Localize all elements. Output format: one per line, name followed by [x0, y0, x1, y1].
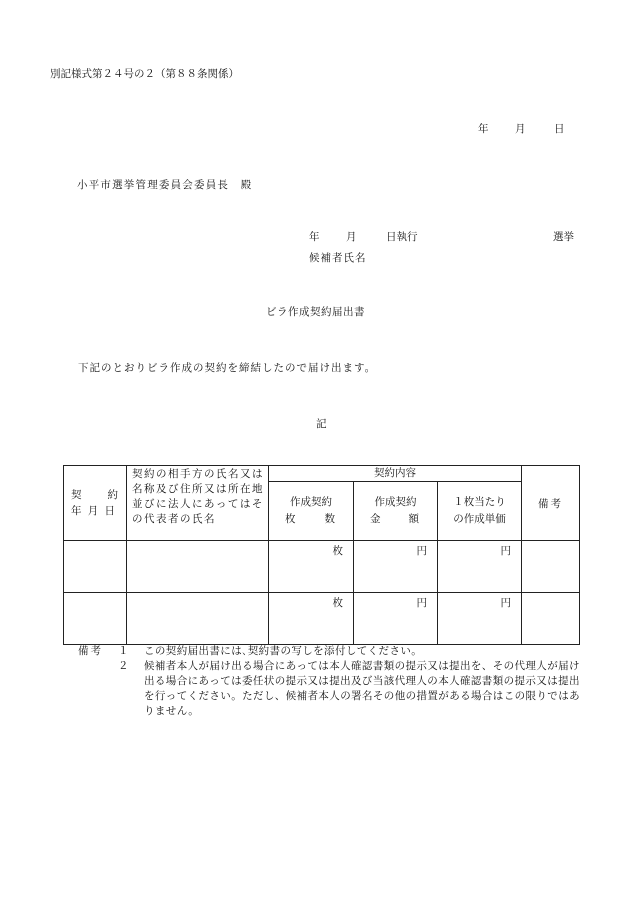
- count-header-suu: 数: [324, 513, 335, 525]
- row1-count-cell[interactable]: [269, 541, 354, 593]
- addressee: 小平市選挙管理委員会委員長 殿: [77, 179, 253, 191]
- notes-label: 備考: [78, 645, 103, 657]
- form-id: 別記様式第２４号の２（第８８条関係）: [50, 68, 239, 80]
- amount-header-gaku: 額: [408, 513, 419, 525]
- row2-amount-cell[interactable]: [354, 593, 438, 645]
- amount-header: [354, 482, 438, 541]
- row1-remarks-cell[interactable]: [522, 541, 580, 593]
- date-day-label: 日: [554, 123, 565, 135]
- contract-table: [63, 465, 580, 645]
- intro-text: 下記のとおりビラ作成の契約を締結したので届け出ます。: [78, 362, 377, 374]
- contract-date-ke: 契: [71, 489, 82, 501]
- row2-remarks-cell[interactable]: [522, 593, 580, 645]
- unit-price-header-l2: の作成単価: [453, 513, 506, 525]
- remarks-header: 備考: [522, 466, 580, 541]
- note-number: ２: [118, 660, 129, 672]
- row1-date-cell[interactable]: [64, 541, 127, 593]
- row2-price-unit: 円: [500, 597, 512, 609]
- count-header: [269, 482, 354, 541]
- row1-count-unit: 枚: [332, 545, 343, 557]
- note-item: [78, 659, 583, 719]
- contract-date-yaku: 約: [107, 489, 118, 501]
- date-year-label: 年: [478, 123, 489, 135]
- party-header: 契約の相手方の氏名又は名称及び住所又は所在地並びに法人にあってはその代表者の氏名: [127, 466, 269, 541]
- table-row: [64, 541, 580, 593]
- election-day-label: 日執行: [386, 231, 418, 243]
- count-header-mai: 枚: [285, 513, 296, 525]
- table-row: [64, 593, 580, 645]
- row1-price-cell[interactable]: [438, 541, 522, 593]
- notes-label-spacer: [78, 659, 118, 719]
- contract-date-year: 年: [71, 505, 82, 517]
- contract-date-header: [64, 466, 127, 541]
- note-text: この契約届出書には､契約書の写しを添付してください。: [144, 645, 423, 657]
- row2-party-cell[interactable]: [127, 593, 269, 645]
- row2-amount-unit: 円: [416, 597, 427, 609]
- election-type-label: 選挙: [553, 231, 574, 243]
- page-title: ビラ作成契約届出書: [266, 306, 365, 318]
- row2-date-cell[interactable]: [64, 593, 127, 645]
- row1-price-unit: 円: [500, 545, 512, 557]
- amount-header-l1: 作成契約: [374, 496, 417, 508]
- row1-amount-unit: 円: [416, 545, 427, 557]
- note-text: 候補者本人が届け出る場合にあっては本人確認書類の提示又は提出を、その代理人が届け出る場合にあっては委任状の提示又は提出及び当該代理人の本人確認書類の提示又は提出を行ってください。ただし、候補者本人の署名その他の措置がある場合はこの限りではありません。: [144, 660, 580, 717]
- notes-section: [78, 644, 583, 719]
- contract-date-day: 日: [104, 505, 115, 517]
- row1-amount-cell[interactable]: [354, 541, 438, 593]
- ki-label: 記: [316, 418, 327, 430]
- row2-count-cell[interactable]: [269, 593, 354, 645]
- row2-price-cell[interactable]: [438, 593, 522, 645]
- contract-date-month: 月: [87, 505, 99, 517]
- election-year-label: 年: [309, 231, 320, 243]
- election-month-label: 月: [346, 231, 357, 243]
- note-item: [78, 644, 583, 659]
- unit-price-header-l1: １枚当たり: [453, 496, 506, 508]
- amount-header-kin: 金: [370, 513, 381, 525]
- candidate-name-label: 候補者氏名: [309, 252, 367, 264]
- note-number: １: [118, 645, 129, 657]
- count-header-l1: 作成契約: [290, 496, 332, 508]
- row1-party-cell[interactable]: [127, 541, 269, 593]
- content-header: 契約内容: [269, 466, 522, 482]
- unit-price-header: [438, 482, 522, 541]
- row2-count-unit: 枚: [332, 597, 343, 609]
- date-month-label: 月: [515, 123, 526, 135]
